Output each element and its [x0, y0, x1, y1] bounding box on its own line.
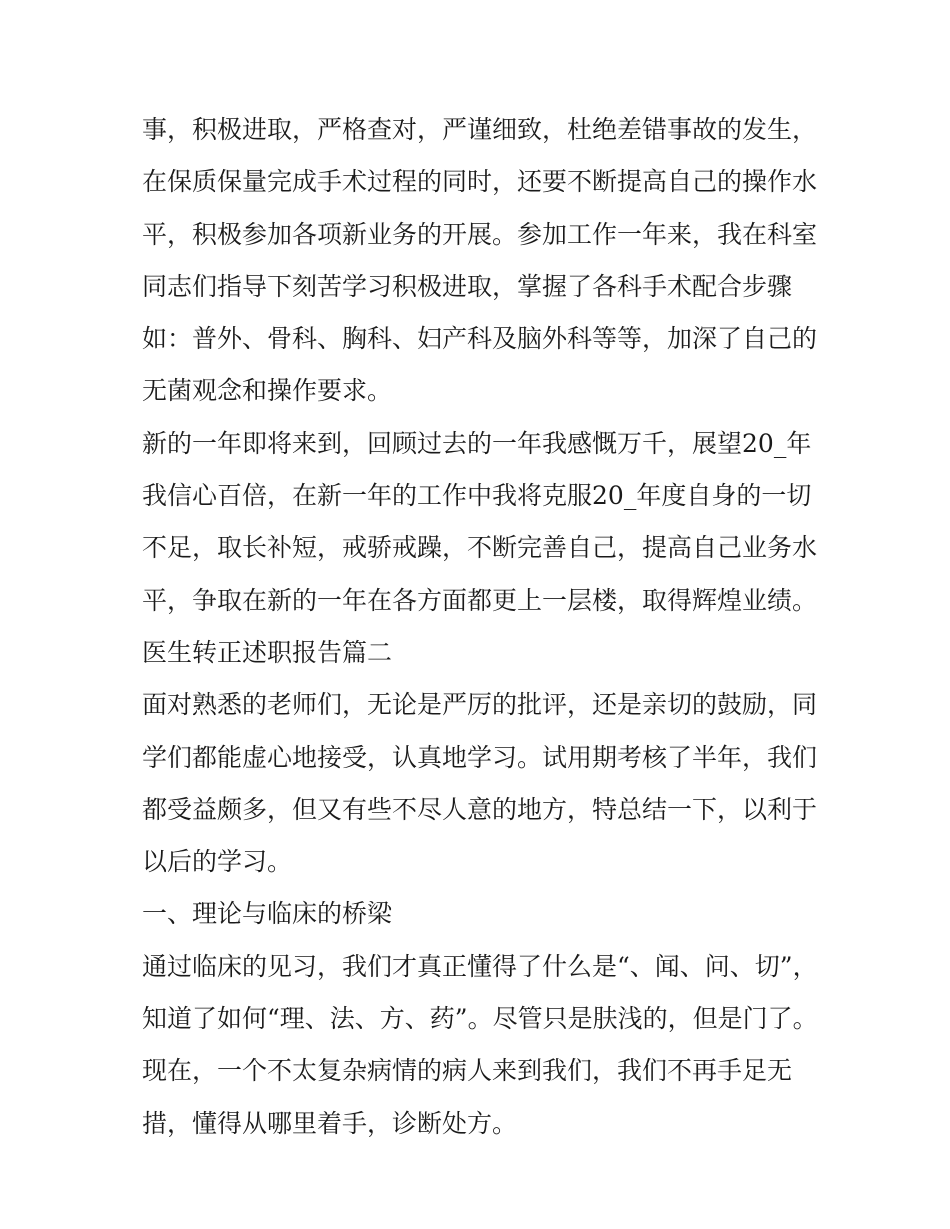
text-line: 通过临床的见习，我们才真正懂得了什么是“、闻、问、切”，: [142, 951, 818, 981]
text-line: 平，争取在新的一年在各方面都更上一层楼，取得辉煌业绩。: [142, 585, 818, 615]
text-line: 都受益颇多，但又有些不尽人意的地方，特总结一下，以利于: [142, 794, 818, 824]
text-line: 知道了如何“理、法、方、药”。尽管只是肤浅的，但是门了。: [142, 1004, 818, 1034]
section-heading: 医生转正述职报告篇二: [142, 637, 393, 667]
text-line: 现在，一个不太复杂病情的病人来到我们，我们不再手足无: [142, 1056, 793, 1086]
text-line: 学们都能虚心地接受，认真地学习。试用期考核了半年，我们: [142, 742, 818, 772]
text-line: 面对熟悉的老师们，无论是严厉的批评，还是亲切的鼓励，同: [142, 690, 818, 720]
text-line: 无菌观念和操作要求。: [142, 376, 393, 406]
text-line: 新的一年即将来到，回顾过去的一年我感慨万千，展望20_年: [142, 428, 812, 458]
text-line: 如：普外、骨科、胸科、妇产科及脑外科等等，加深了自己的: [142, 324, 818, 354]
text-line: 同志们指导下刻苦学习积极进取，掌握了各科手术配合步骤: [142, 271, 793, 301]
text-line: 措，懂得从哪里着手，诊断处方。: [142, 1108, 518, 1138]
text-line: 以后的学习。: [142, 847, 293, 877]
text-line: 平，积极参加各项新业务的开展。参加工作一年来，我在科室: [142, 219, 818, 249]
text-line: 不足，取长补短，戒骄戒躁，不断完善自己，提高自己业务水: [142, 533, 818, 563]
subsection-heading: 一、理论与临床的桥梁: [142, 899, 393, 929]
text-line: 在保质保量完成手术过程的同时，还要不断提高自己的操作水: [142, 167, 818, 197]
text-line: 事，积极进取，严格查对，严谨细致，杜绝差错事故的发生，: [142, 115, 818, 144]
document-body: [142, 104, 822, 1150]
text-line: 我信心百倍，在新一年的工作中我将克服20_年度自身的一切: [142, 481, 812, 511]
